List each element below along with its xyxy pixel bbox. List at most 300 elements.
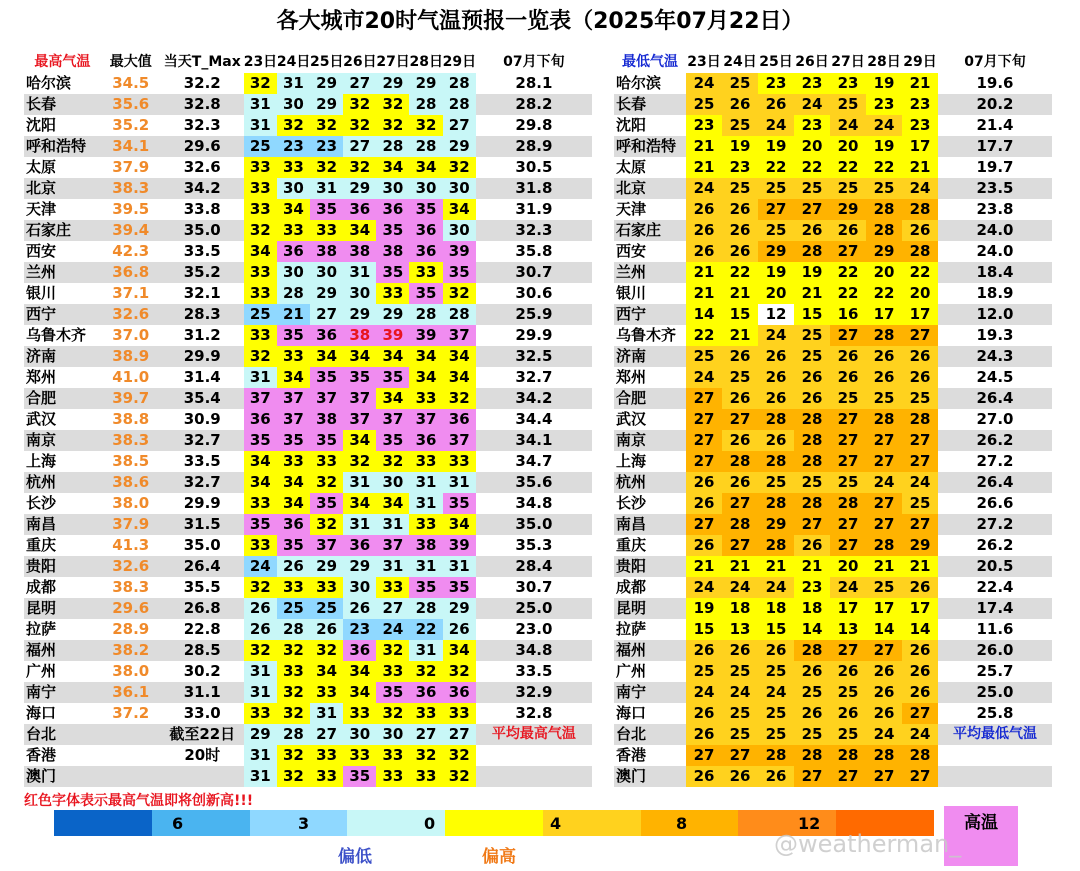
forecast-cell: 35 — [343, 367, 376, 388]
record-max-value: 38.5 — [112, 452, 150, 470]
forecast-cell: 24 — [866, 472, 902, 493]
forecast-cell: 29 — [343, 556, 376, 577]
table-row — [614, 430, 1052, 451]
forecast-cell: 25 — [830, 724, 866, 745]
forecast-cell: 37 — [343, 388, 376, 409]
forecast-cell: 26 — [722, 199, 758, 220]
forecast-cell: 27 — [902, 451, 938, 472]
forecast-cell: 25 — [758, 220, 794, 241]
forecast-cell: 27 — [830, 640, 866, 661]
forecast-cell: 22 — [409, 619, 442, 640]
forecast-cell: 24 — [794, 94, 830, 115]
column-header: 24日 — [723, 54, 757, 70]
forecast-cell: 39 — [443, 241, 476, 262]
forecast-cell: 21 — [866, 556, 902, 577]
legend-hot-label: 高温 — [944, 806, 1018, 866]
forecast-cell: 36 — [343, 535, 376, 556]
decade-avg-value: 32.9 — [476, 682, 592, 703]
decade-avg-value: 21.4 — [976, 116, 1014, 134]
city-name: 乌鲁木齐 — [616, 326, 677, 344]
forecast-cell: 34 — [343, 661, 376, 682]
forecast-cell: 28 — [866, 325, 902, 346]
city-name: 银川 — [616, 284, 647, 302]
forecast-cell: 26 — [686, 472, 722, 493]
decade-avg-value: 30.7 — [515, 578, 553, 596]
forecast-cell: 26 — [722, 94, 758, 115]
table-row — [614, 556, 1052, 577]
forecast-cell: 23 — [830, 73, 866, 94]
forecast-cell: 27 — [866, 451, 902, 472]
forecast-cell: 25 — [758, 472, 794, 493]
forecast-cell: 29 — [310, 73, 343, 94]
today-max-value: 32.7 — [161, 430, 244, 451]
forecast-cell: 24 — [758, 325, 794, 346]
forecast-cell: 28 — [443, 73, 476, 94]
forecast-cell: 37 — [443, 325, 476, 346]
forecast-cell: 31 — [343, 472, 376, 493]
forecast-cell: 33 — [310, 766, 343, 787]
forecast-cell: 17 — [866, 304, 902, 325]
forecast-cell: 32 — [244, 577, 277, 598]
record-max-value: 38.9 — [101, 346, 161, 367]
today-max-value: 35.0 — [183, 536, 221, 554]
forecast-cell: 34 — [277, 472, 310, 493]
forecast-cell: 27 — [722, 493, 758, 514]
forecast-cell: 35 — [310, 199, 343, 220]
forecast-cell: 22 — [686, 325, 722, 346]
forecast-cell: 27 — [794, 199, 830, 220]
table-row — [614, 157, 1052, 178]
forecast-cell: 31 — [443, 472, 476, 493]
forecast-cell: 29 — [866, 241, 902, 262]
forecast-cell: 28 — [866, 220, 902, 241]
forecast-cell: 26 — [794, 661, 830, 682]
forecast-cell: 26 — [866, 346, 902, 367]
forecast-cell: 32 — [376, 115, 409, 136]
forecast-cell: 38 — [310, 409, 343, 430]
forecast-cell: 25 — [794, 472, 830, 493]
today-max-value: 32.6 — [183, 158, 221, 176]
decade-avg-value: 30.6 — [515, 284, 553, 302]
forecast-cell: 26 — [830, 661, 866, 682]
record-max-value: 37.9 — [101, 514, 161, 535]
forecast-cell: 27 — [866, 493, 902, 514]
city-name: 南昌 — [614, 514, 686, 535]
forecast-cell: 20 — [902, 283, 938, 304]
forecast-cell: 22 — [794, 157, 830, 178]
forecast-cell: 22 — [866, 157, 902, 178]
record-max-value: 39.4 — [101, 220, 161, 241]
forecast-cell: 23 — [794, 115, 830, 136]
forecast-cell: 19 — [722, 136, 758, 157]
city-name: 成都 — [26, 578, 57, 596]
city-name: 贵阳 — [614, 556, 686, 577]
table-row — [614, 115, 1052, 136]
decade-avg-value: 20.5 — [938, 556, 1052, 577]
table-row — [24, 514, 592, 535]
decade-avg-value: 25.9 — [476, 304, 592, 325]
forecast-cell: 34 — [277, 199, 310, 220]
min-temp-table — [614, 52, 1052, 787]
forecast-cell: 15 — [722, 304, 758, 325]
table-row — [24, 598, 592, 619]
forecast-cell: 27 — [866, 430, 902, 451]
today-max-value: 35.5 — [183, 578, 221, 596]
forecast-cell: 33 — [277, 157, 310, 178]
forecast-cell: 26 — [794, 220, 830, 241]
forecast-cell: 35 — [244, 514, 277, 535]
forecast-cell: 17 — [902, 598, 938, 619]
legend-tick: 6 — [172, 814, 184, 833]
page-title: 各大城市20时气温预报一览表（2025年07月22日） — [276, 9, 804, 34]
record-max-value: 39.7 — [101, 388, 161, 409]
forecast-cell: 38 — [376, 241, 409, 262]
forecast-cell: 33 — [376, 661, 409, 682]
table-row — [24, 472, 592, 493]
record-max-value: 38.8 — [112, 410, 150, 428]
city-name: 哈尔滨 — [26, 74, 72, 92]
forecast-cell: 34 — [376, 157, 409, 178]
forecast-cell: 38 — [409, 535, 442, 556]
forecast-cell: 37 — [376, 535, 409, 556]
forecast-cell: 31 — [244, 682, 277, 703]
forecast-cell: 32 — [443, 766, 476, 787]
forecast-cell: 26 — [722, 472, 758, 493]
forecast-cell: 38 — [343, 325, 376, 346]
decade-avg-value: 17.7 — [938, 136, 1052, 157]
forecast-cell: 36 — [409, 682, 442, 703]
forecast-cell: 35 — [376, 430, 409, 451]
max-temp-table — [24, 52, 592, 787]
forecast-cell: 23 — [902, 115, 938, 136]
forecast-cell: 21 — [902, 73, 938, 94]
forecast-cell: 34 — [277, 493, 310, 514]
city-name: 台北 — [614, 724, 686, 745]
city-name: 呼和浩特 — [614, 136, 686, 157]
forecast-cell: 26 — [244, 619, 277, 640]
forecast-cell: 29 — [409, 73, 442, 94]
column-header: 26日 — [795, 54, 829, 70]
forecast-cell: 25 — [722, 703, 758, 724]
decade-avg-value — [938, 766, 1052, 787]
forecast-cell: 33 — [343, 703, 376, 724]
forecast-cell: 12 — [758, 304, 794, 325]
forecast-cell: 26 — [686, 703, 722, 724]
forecast-cell: 25 — [830, 472, 866, 493]
forecast-cell: 30 — [409, 178, 442, 199]
forecast-cell: 29 — [310, 94, 343, 115]
forecast-cell: 29 — [310, 556, 343, 577]
forecast-cell: 29 — [310, 283, 343, 304]
forecast-cell: 26 — [902, 682, 938, 703]
forecast-cell: 32 — [443, 661, 476, 682]
record-max-value — [101, 724, 161, 745]
column-header: 23日 — [243, 54, 277, 70]
forecast-cell: 35 — [343, 766, 376, 787]
forecast-cell: 21 — [686, 262, 722, 283]
forecast-cell: 38 — [310, 241, 343, 262]
forecast-cell: 36 — [277, 514, 310, 535]
city-name: 合肥 — [24, 388, 101, 409]
forecast-cell: 26 — [866, 682, 902, 703]
decade-avg-value: 32.7 — [515, 368, 553, 386]
decade-avg-value: 23.8 — [976, 200, 1014, 218]
city-name: 兰州 — [614, 262, 686, 283]
forecast-cell: 32 — [310, 115, 343, 136]
table-row — [24, 388, 592, 409]
column-header: 29日 — [903, 54, 937, 70]
forecast-cell: 27 — [830, 430, 866, 451]
record-max-value: 29.6 — [101, 598, 161, 619]
forecast-cell: 25 — [866, 178, 902, 199]
forecast-cell: 26 — [686, 724, 722, 745]
city-name: 重庆 — [616, 536, 647, 554]
forecast-cell: 34 — [443, 199, 476, 220]
column-header: 28日 — [867, 54, 901, 70]
forecast-cell: 26 — [722, 220, 758, 241]
forecast-cell: 27 — [443, 115, 476, 136]
record-max-value: 38.0 — [112, 494, 150, 512]
forecast-cell: 34 — [277, 367, 310, 388]
table-row — [614, 766, 1052, 787]
forecast-cell: 22 — [830, 157, 866, 178]
forecast-cell: 26 — [343, 598, 376, 619]
forecast-cell: 32 — [310, 640, 343, 661]
table-row — [24, 94, 592, 115]
forecast-cell: 32 — [277, 745, 310, 766]
forecast-cell: 17 — [902, 136, 938, 157]
city-name: 重庆 — [26, 536, 57, 554]
forecast-cell: 25 — [830, 388, 866, 409]
forecast-cell: 30 — [443, 220, 476, 241]
legend-swatch — [445, 810, 543, 836]
forecast-cell: 33 — [244, 493, 277, 514]
forecast-cell: 28 — [794, 241, 830, 262]
table-row — [24, 682, 592, 703]
city-name: 南昌 — [24, 514, 101, 535]
forecast-cell: 23 — [794, 577, 830, 598]
forecast-cell: 26 — [794, 703, 830, 724]
today-max-value: 31.1 — [161, 682, 244, 703]
column-header: 29日 — [442, 54, 476, 70]
forecast-cell: 32 — [277, 115, 310, 136]
city-name: 哈尔滨 — [616, 74, 662, 92]
city-name: 太原 — [26, 158, 57, 176]
city-name: 香港 — [26, 746, 57, 764]
forecast-cell: 27 — [343, 136, 376, 157]
decade-avg-value: 23.5 — [938, 178, 1052, 199]
forecast-cell: 26 — [902, 661, 938, 682]
forecast-cell: 21 — [686, 136, 722, 157]
forecast-cell: 31 — [343, 262, 376, 283]
forecast-cell: 26 — [902, 577, 938, 598]
table-row — [614, 304, 1052, 325]
record-max-value: 37.2 — [112, 704, 150, 722]
legend-tick: 0 — [424, 814, 436, 833]
today-max-value: 31.5 — [161, 514, 244, 535]
forecast-cell: 33 — [277, 577, 310, 598]
forecast-cell: 35 — [376, 682, 409, 703]
record-max-value: 38.2 — [101, 640, 161, 661]
table-row — [24, 745, 592, 766]
decade-avg-value: 35.8 — [515, 242, 553, 260]
forecast-cell: 26 — [830, 346, 866, 367]
forecast-cell: 33 — [376, 577, 409, 598]
forecast-cell: 27 — [722, 409, 758, 430]
forecast-cell: 24 — [902, 178, 938, 199]
today-max-value: 32.7 — [161, 472, 244, 493]
table-row — [614, 724, 1052, 745]
forecast-cell: 23 — [866, 94, 902, 115]
forecast-cell: 24 — [686, 577, 722, 598]
forecast-cell: 33 — [409, 262, 442, 283]
forecast-cell: 33 — [376, 766, 409, 787]
legend-high-label: 偏高 — [482, 847, 516, 867]
forecast-cell: 27 — [866, 640, 902, 661]
forecast-cell: 37 — [443, 430, 476, 451]
table-row — [614, 703, 1052, 724]
forecast-cell: 28 — [902, 409, 938, 430]
city-name: 澳门 — [24, 766, 101, 787]
decade-avg-value: 29.9 — [515, 326, 553, 344]
forecast-cell: 27 — [794, 766, 830, 787]
table-row — [24, 241, 592, 262]
forecast-cell: 31 — [409, 493, 442, 514]
city-name: 乌鲁木齐 — [26, 326, 87, 344]
forecast-cell: 36 — [343, 640, 376, 661]
forecast-cell: 30 — [277, 262, 310, 283]
table-row — [24, 283, 592, 304]
forecast-cell: 25 — [794, 682, 830, 703]
forecast-cell: 27 — [310, 304, 343, 325]
forecast-cell: 23 — [343, 619, 376, 640]
forecast-cell: 28 — [902, 241, 938, 262]
forecast-cell: 24 — [686, 178, 722, 199]
forecast-cell: 28 — [866, 199, 902, 220]
forecast-cell: 19 — [686, 598, 722, 619]
forecast-cell: 26 — [758, 430, 794, 451]
decade-avg-value: 24.3 — [938, 346, 1052, 367]
decade-avg-value: 29.8 — [515, 116, 553, 134]
forecast-cell: 26 — [866, 703, 902, 724]
forecast-cell: 37 — [376, 409, 409, 430]
decade-avg-value: 26.6 — [976, 494, 1014, 512]
table-row — [614, 661, 1052, 682]
forecast-cell: 35 — [277, 535, 310, 556]
forecast-cell: 32 — [376, 703, 409, 724]
decade-avg-value: 35.0 — [476, 514, 592, 535]
city-name: 杭州 — [614, 472, 686, 493]
decade-avg-value: 32.3 — [476, 220, 592, 241]
city-name: 拉萨 — [616, 620, 647, 638]
forecast-cell: 27 — [830, 325, 866, 346]
forecast-cell: 25 — [758, 703, 794, 724]
table-row — [24, 178, 592, 199]
forecast-cell: 27 — [686, 409, 722, 430]
forecast-cell: 26 — [794, 367, 830, 388]
table-row — [614, 241, 1052, 262]
record-max-value: 35.6 — [101, 94, 161, 115]
forecast-cell: 34 — [244, 472, 277, 493]
decade-avg-value: 18.4 — [938, 262, 1052, 283]
forecast-cell: 25 — [830, 178, 866, 199]
forecast-cell: 28 — [866, 409, 902, 430]
forecast-cell: 37 — [277, 409, 310, 430]
decade-avg-value: 33.5 — [515, 662, 553, 680]
forecast-cell: 24 — [758, 115, 794, 136]
record-max-value: 32.6 — [101, 556, 161, 577]
table-row — [24, 535, 592, 556]
decade-avg-value: 26.4 — [938, 388, 1052, 409]
city-name: 郑州 — [26, 368, 57, 386]
forecast-cell: 31 — [244, 115, 277, 136]
city-name: 澳门 — [614, 766, 686, 787]
forecast-cell: 27 — [686, 451, 722, 472]
forecast-cell: 32 — [409, 661, 442, 682]
today-max-value: 33.8 — [183, 200, 221, 218]
forecast-cell: 32 — [343, 157, 376, 178]
forecast-cell: 36 — [376, 199, 409, 220]
forecast-cell: 29 — [343, 304, 376, 325]
decade-avg-value: 28.9 — [476, 136, 592, 157]
forecast-cell: 27 — [830, 409, 866, 430]
forecast-cell: 27 — [902, 703, 938, 724]
forecast-cell: 26 — [722, 640, 758, 661]
record-max-value: 36.8 — [101, 262, 161, 283]
forecast-cell: 21 — [722, 325, 758, 346]
table-row — [24, 325, 592, 346]
forecast-cell: 24 — [866, 724, 902, 745]
forecast-cell: 29 — [758, 241, 794, 262]
forecast-cell: 34 — [409, 346, 442, 367]
forecast-cell: 31 — [244, 94, 277, 115]
forecast-cell: 27 — [758, 199, 794, 220]
forecast-cell: 26 — [758, 94, 794, 115]
forecast-cell: 27 — [830, 766, 866, 787]
forecast-cell: 18 — [758, 598, 794, 619]
forecast-cell: 22 — [758, 157, 794, 178]
forecast-cell: 29 — [902, 535, 938, 556]
table-row — [24, 136, 592, 157]
forecast-cell: 29 — [244, 724, 277, 745]
column-header: 最高气温 — [34, 54, 91, 70]
decade-avg-value: 31.9 — [515, 200, 553, 218]
decade-avg-value: 34.8 — [515, 494, 553, 512]
forecast-cell: 34 — [310, 661, 343, 682]
forecast-cell: 27 — [830, 514, 866, 535]
forecast-cell: 27 — [902, 325, 938, 346]
city-name: 杭州 — [24, 472, 101, 493]
city-name: 银川 — [26, 284, 57, 302]
forecast-cell: 27 — [722, 745, 758, 766]
forecast-cell: 14 — [686, 304, 722, 325]
today-max-value — [161, 766, 244, 787]
forecast-cell: 35 — [443, 262, 476, 283]
forecast-cell: 28 — [722, 451, 758, 472]
forecast-cell: 30 — [343, 577, 376, 598]
forecast-cell: 36 — [409, 430, 442, 451]
forecast-cell: 31 — [244, 745, 277, 766]
city-name: 海口 — [616, 704, 647, 722]
forecast-cell: 32 — [244, 73, 277, 94]
forecast-cell: 36 — [310, 325, 343, 346]
forecast-cell: 25 — [244, 304, 277, 325]
city-name: 西宁 — [24, 304, 101, 325]
city-name: 天津 — [26, 200, 57, 218]
decade-avg-value: 30.5 — [515, 158, 553, 176]
table-row — [614, 199, 1052, 220]
legend-tick: 3 — [298, 814, 310, 833]
